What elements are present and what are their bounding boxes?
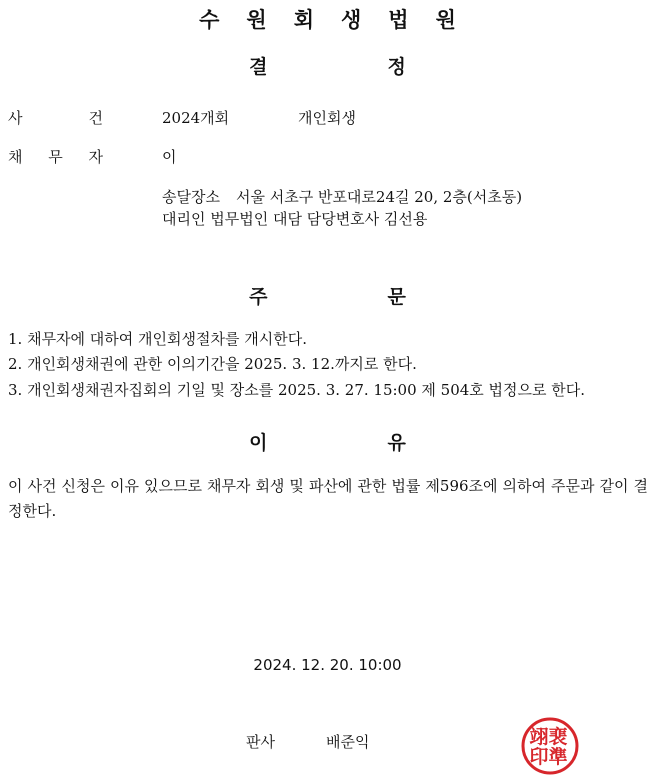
order-heading [0, 282, 655, 309]
case-label-char1: 사 [8, 109, 23, 127]
order-heading-part2: 문 [387, 286, 406, 308]
judge-seal-stamp [520, 716, 580, 776]
debtor-label-char1: 채 [8, 148, 23, 166]
case-name: 개인회생 [298, 109, 356, 127]
service-address-label: 송달장소 [162, 188, 220, 206]
reason-text: 이 사건 신청은 이유 있으므로 채무자 회생 및 파산에 관한 법률 제596조에 의하여 주문과 같이 결정한다. [8, 477, 648, 520]
case-label-char2: 건 [88, 109, 103, 127]
reason-heading [0, 428, 655, 455]
case-label [8, 107, 103, 128]
service-address [162, 186, 522, 207]
decision-date: 2024. 12. 20. 10:00 [253, 656, 402, 674]
seal-glyph-3: 翊 [529, 726, 549, 748]
debtor-label-char3: 자 [88, 148, 103, 166]
seal-glyph-4: 印 [529, 746, 549, 768]
judge-name: 배준익 [326, 733, 370, 751]
reason-heading-part1: 이 [249, 432, 268, 454]
reason-heading-part2: 유 [387, 432, 406, 454]
seal-glyph-1: 裵 [548, 726, 568, 748]
document-type-part2: 정 [387, 56, 406, 78]
order-item-1: 1. 채무자에 대하여 개인회생절차를 개시한다. [8, 330, 307, 348]
agent-line: 대리인 법무법인 대담 담당변호사 김선용 [162, 210, 428, 228]
order-item-2: 2. 개인회생채권에 관한 이의기간을 2025. 3. 12.까지로 한다. [8, 355, 417, 373]
judge-title: 판사 [246, 733, 275, 751]
document-type-part1: 결 [249, 56, 268, 78]
debtor-label [8, 146, 103, 167]
order-heading-part1: 주 [249, 286, 268, 308]
service-address-value: 서울 서초구 반포대로24길 20, 2층(서초동) [235, 188, 523, 206]
court-name: 수원회생법원 [199, 8, 483, 32]
order-item-3: 3. 개인회생채권자집회의 기일 및 장소를 2025. 3. 27. 15:00 제 504호 법정으로 한다. [8, 381, 586, 399]
seal-glyph-2: 準 [548, 746, 568, 768]
document-type-heading [0, 52, 655, 79]
debtor-label-char2: 무 [48, 148, 63, 166]
debtor-name: 이 [162, 148, 177, 166]
case-number: 2024개회 [162, 109, 230, 127]
